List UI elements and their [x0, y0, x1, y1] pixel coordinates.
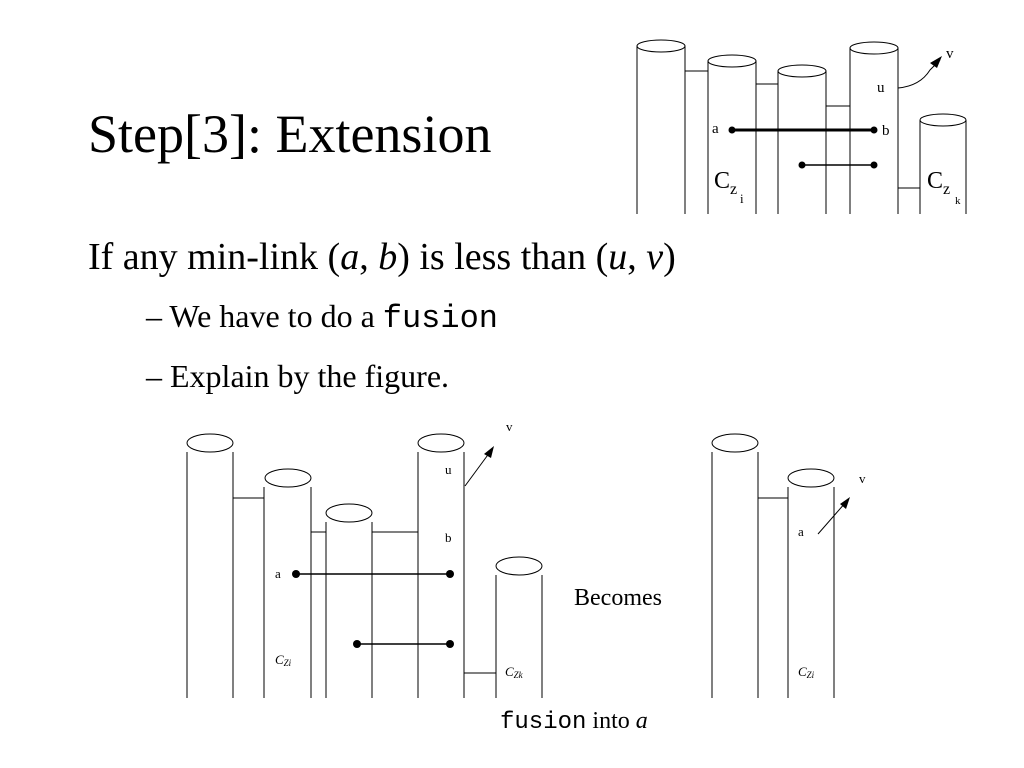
top-label-cz-i-C: C	[714, 168, 731, 194]
top-label-cz-k-k: k	[955, 195, 961, 207]
bullet-var-b: b	[378, 236, 398, 278]
result-cylinder-2-cap	[788, 469, 834, 487]
top-figure	[630, 36, 970, 216]
main-arrow-head	[484, 446, 494, 458]
top-label-cz-k-z: z	[943, 181, 951, 198]
main-label-czi-C: C	[275, 652, 284, 667]
sub-bullet-1-code: fusion	[382, 300, 498, 337]
main-label-czi	[275, 652, 292, 668]
slide-title: Step[3]: Extension	[88, 104, 492, 164]
main-arrow-uv	[465, 452, 490, 486]
caption-text: into	[586, 708, 636, 734]
main-label-b: b	[445, 530, 452, 545]
caption-var: a	[635, 708, 648, 734]
top-cylinder-3-cap	[778, 65, 826, 77]
top-label-u: u	[877, 80, 885, 96]
result-label-czi-sub: Zi	[806, 670, 815, 680]
main-label-czi-sub: Zi	[283, 658, 292, 668]
bullet-suffix: )	[663, 236, 676, 278]
top-label-a: a	[712, 121, 719, 137]
result-figure	[706, 418, 886, 700]
main-link-2-end	[446, 640, 454, 648]
main-bullet	[88, 234, 676, 280]
top-link-2-start	[799, 162, 806, 169]
sub-bullet-2-dash: –	[146, 358, 170, 394]
main-node-a	[292, 570, 300, 578]
top-node-a	[729, 127, 736, 134]
result-label-czi-C: C	[798, 664, 807, 679]
top-label-cz-i-z: z	[730, 181, 738, 198]
main-label-v: v	[506, 419, 513, 434]
result-label-v: v	[859, 471, 866, 486]
main-label-a: a	[275, 566, 281, 581]
main-cylinder-2-cap	[265, 469, 311, 487]
top-link-2-end	[871, 162, 878, 169]
main-node-b	[446, 570, 454, 578]
top-label-cz-k-C: C	[927, 168, 944, 194]
result-arrow-av	[818, 502, 846, 534]
sub-bullet-1-dash: –	[146, 298, 170, 334]
main-cylinder-1-cap	[187, 434, 233, 452]
main-link-2-start	[353, 640, 361, 648]
bullet-var-a: a	[340, 236, 360, 278]
top-cylinder-2-cap	[708, 55, 756, 67]
top-label-b: b	[882, 123, 890, 139]
top-cylinder-4-cap	[850, 42, 898, 54]
top-label-cz-i-i: i	[740, 191, 744, 206]
result-cylinder-1-cap	[712, 434, 758, 452]
main-cylinder-4-cap	[418, 434, 464, 452]
bullet-prefix: If any min-link (	[88, 236, 341, 278]
bullet-sep2: ,	[627, 236, 647, 278]
sub-bullet-1-text: We have to do a	[169, 298, 383, 334]
caption-code: fusion	[500, 709, 587, 736]
bullet-sep1: ,	[359, 236, 379, 278]
result-label-czi	[798, 664, 815, 680]
becomes-label: Becomes	[574, 585, 662, 611]
bullet-var-u: u	[608, 236, 628, 278]
top-node-b	[871, 127, 878, 134]
top-arrow-head	[930, 56, 942, 68]
sub-bullet-2	[146, 356, 449, 396]
main-cylinder-3-cap	[326, 504, 372, 522]
main-figure	[180, 418, 550, 700]
top-cylinder-5-cap	[920, 114, 966, 126]
figure-caption	[500, 706, 648, 738]
main-label-czk-sub: Zk	[513, 670, 523, 680]
top-cylinder-1-cap	[637, 40, 685, 52]
bullet-middle: ) is less than (	[397, 236, 609, 278]
main-cylinder-5-cap	[496, 557, 542, 575]
main-label-czk-C: C	[505, 664, 514, 679]
result-label-a: a	[798, 524, 804, 539]
sub-bullet-1	[146, 296, 498, 339]
bullet-var-v: v	[646, 236, 664, 278]
top-label-v: v	[946, 46, 954, 62]
main-label-czk	[505, 664, 524, 680]
main-label-u: u	[445, 462, 452, 477]
sub-bullet-2-text: Explain by the figure.	[170, 358, 450, 394]
